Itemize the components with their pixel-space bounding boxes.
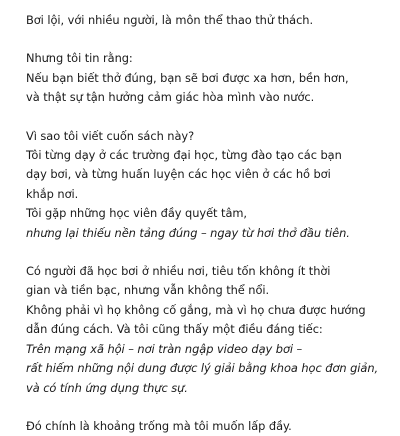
text-line: Nhưng tôi tin rằng: bbox=[26, 51, 133, 66]
paragraph-problem bbox=[26, 262, 380, 398]
text-line: dẫn đúng cách. Và tôi cũng thấy một điều đáng tiếc: bbox=[26, 322, 323, 337]
text-line-emphasis: và có tính ứng dụng thực sự. bbox=[26, 380, 188, 395]
text-line: Đó chính là khoảng trống mà tôi muốn lấp đầy. bbox=[26, 418, 292, 433]
text-line: Không phải vì họ không cố gắng, mà vì họ chưa được hướng bbox=[26, 302, 366, 317]
text-line-emphasis: nhưng lại thiếu nền tảng đúng – ngay từ hơi thở đầu tiên. bbox=[26, 225, 350, 240]
text-line-emphasis: rất hiếm những nội dung được lý giải bằng khoa học đơn giản, bbox=[26, 361, 379, 376]
paragraph-conclusion bbox=[26, 417, 380, 436]
text-line: Bơi lội, với nhiều người, là môn thể thao thử thách. bbox=[26, 13, 314, 27]
paragraph-why-book bbox=[26, 127, 380, 243]
text-line: Vì sao tôi viết cuốn sách này? bbox=[26, 128, 195, 143]
text-line: Tôi từng dạy ở các trường đại học, từng đào tạo các bạn bbox=[26, 148, 342, 163]
text-line: Có người đã học bơi ở nhiều nơi, tiêu tốn không ít thời bbox=[26, 264, 331, 279]
text-line: và thật sự tận hưởng cảm giác hòa mình vào nước. bbox=[26, 90, 315, 105]
text-line-emphasis: Trên mạng xã hội – nơi tràn ngập video dạy bơi – bbox=[26, 341, 303, 356]
text-line: Nếu bạn biết thở đúng, bạn sẽ bơi được xa hơn, bền hơn, bbox=[26, 70, 349, 85]
paragraph-intro bbox=[26, 11, 380, 30]
paragraph-belief bbox=[26, 49, 380, 107]
text-line: dạy bơi, và từng huấn luyện các học viên ở các hồ bơi bbox=[26, 167, 331, 182]
text-line: gian và tiền bạc, nhưng vẫn không thể nổi. bbox=[26, 283, 270, 298]
text-line: Tôi gặp những học viên đầy quyết tâm, bbox=[26, 206, 248, 221]
text-line: khắp nơi. bbox=[26, 186, 79, 201]
